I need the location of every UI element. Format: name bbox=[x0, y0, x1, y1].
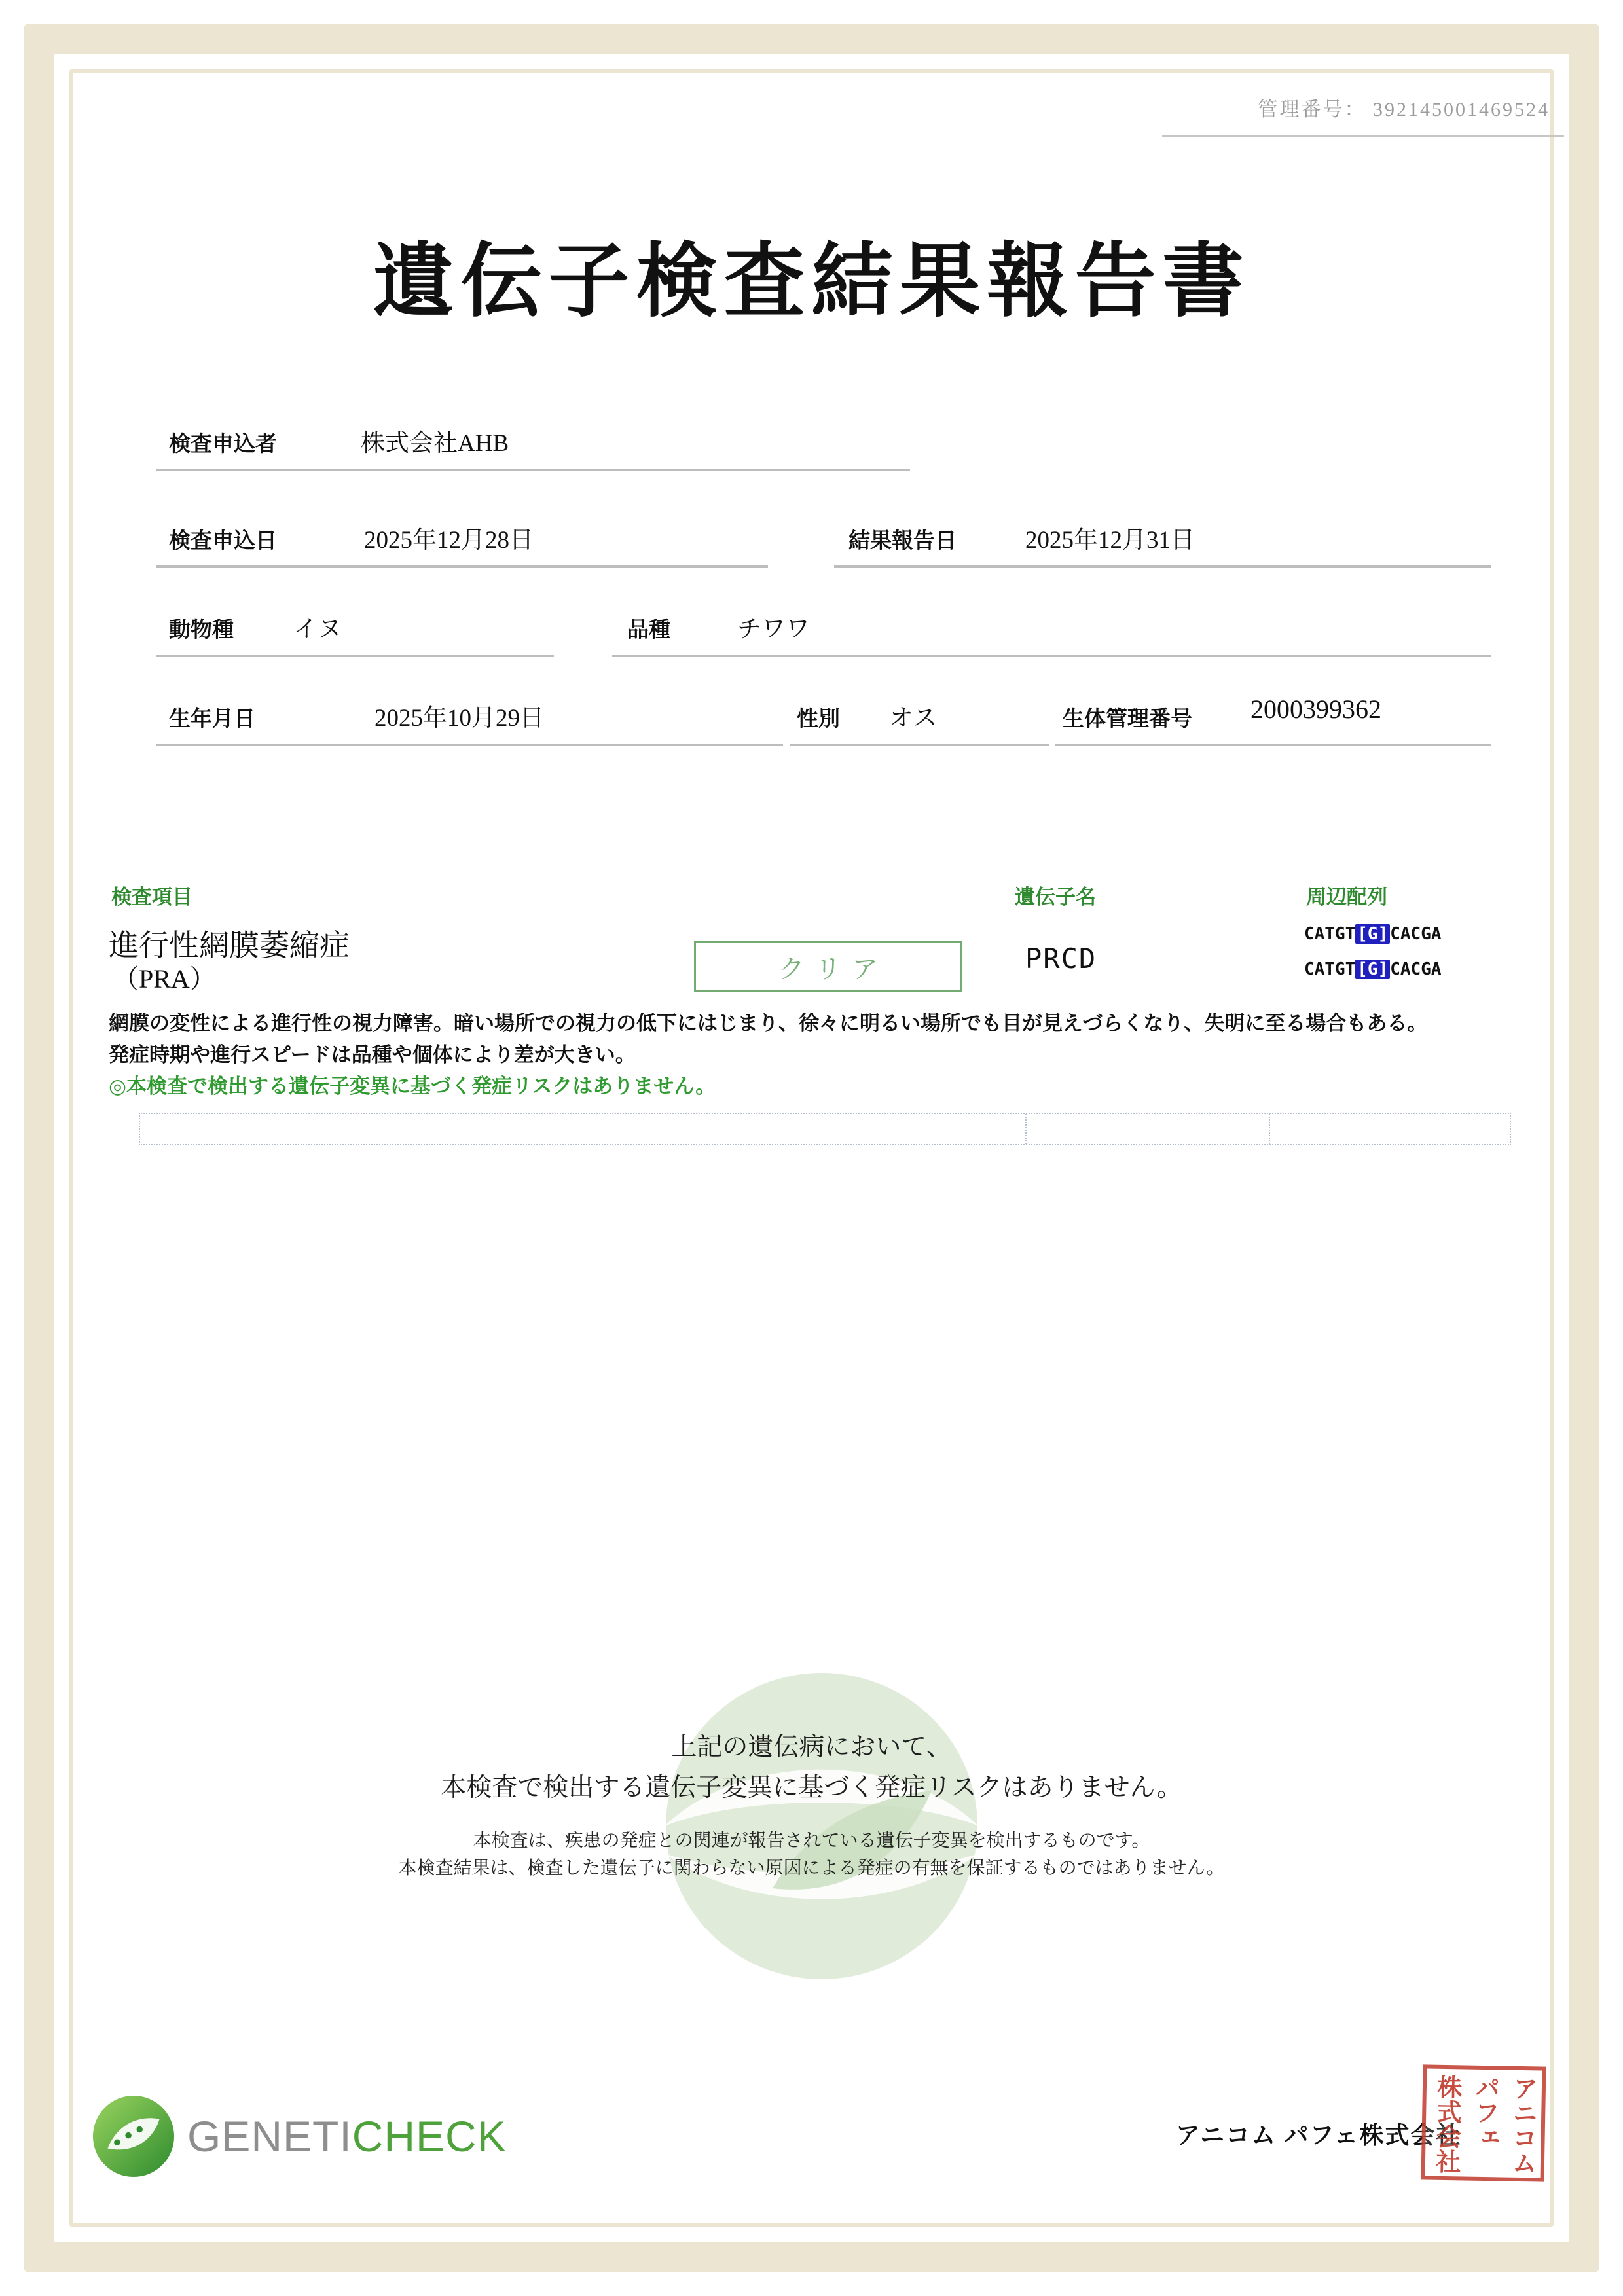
column-divider bbox=[1025, 1114, 1027, 1144]
seal-column: アニコム bbox=[1507, 2075, 1537, 2176]
field-underline bbox=[834, 565, 1491, 568]
management-number-value: 392145001469524 bbox=[1373, 99, 1550, 120]
field-underline bbox=[790, 744, 1049, 746]
animal-id-label: 生体管理番号 bbox=[1063, 708, 1192, 731]
apply-date-label: 検査申込日 bbox=[169, 529, 277, 553]
disease-name: 進行性網膜萎縮症 bbox=[109, 929, 350, 962]
company-seal-stamp bbox=[1421, 2064, 1546, 2181]
sequence-pre: CATGT bbox=[1304, 924, 1356, 944]
logo-text-geneti: GENETI bbox=[187, 2112, 352, 2161]
risk-note: ◎本検査で検出する遺伝子変異に基づく発症リスクはありません。 bbox=[109, 1075, 716, 1098]
empty-result-row bbox=[139, 1113, 1511, 1145]
status-clear-badge: クリア bbox=[694, 941, 962, 992]
description-line-1: 網膜の変性による進行性の視力障害。暗い場所での視力の低下にはじまり、徐々に明るい場所でも目が見えづらくなり、失明に至る場合もある。 bbox=[109, 1012, 1428, 1035]
column-divider bbox=[1269, 1114, 1270, 1144]
geneticheck-logo-text bbox=[187, 2111, 507, 2161]
report-date-value: 2025年12月31日 bbox=[1025, 527, 1195, 554]
animal-id-value: 2000399362 bbox=[1250, 694, 1381, 724]
description-line-2: 発症時期や進行スピードは品種や個体により差が大きい。 bbox=[109, 1043, 636, 1067]
report-date-label: 結果報告日 bbox=[848, 529, 957, 553]
field-underline bbox=[156, 655, 554, 657]
page-title: 遺伝子検査結果報告書 bbox=[373, 237, 1250, 327]
field-underline bbox=[156, 565, 768, 568]
species-value: イヌ bbox=[293, 616, 342, 643]
management-number-label: 管理番号： bbox=[1258, 99, 1366, 120]
sequence-row-2 bbox=[1304, 960, 1442, 979]
gene-name-value: PRCD bbox=[1025, 942, 1097, 975]
field-underline bbox=[612, 655, 1491, 657]
summary-note-2: 本検査結果は、検査した遺伝子に関わらない原因による発症の有無を保証するものではありません。 bbox=[398, 1857, 1225, 1878]
disease-description bbox=[109, 1008, 1536, 1102]
applicant-label: 検査申込者 bbox=[169, 433, 277, 456]
management-number bbox=[1258, 93, 1550, 122]
field-underline bbox=[156, 469, 910, 471]
test-item-header: 検査項目 bbox=[111, 886, 192, 908]
gene-name-header: 遺伝子名 bbox=[1015, 886, 1096, 908]
field-underline bbox=[1055, 744, 1491, 746]
sex-label: 性別 bbox=[797, 708, 840, 731]
summary-line-1: 上記の遺伝病において、 bbox=[671, 1733, 952, 1761]
summary-line-2: 本検査で検出する遺伝子変異に基づく発症リスクはありません。 bbox=[441, 1774, 1182, 1802]
sequence-mutation-site: [G] bbox=[1355, 960, 1390, 979]
sequence-mutation-site: [G] bbox=[1355, 924, 1390, 944]
breed-label: 品種 bbox=[627, 619, 670, 642]
apply-date-value: 2025年12月28日 bbox=[364, 527, 534, 554]
summary-note-1: 本検査は、疾患の発症との関連が報告されている遺伝子変異を検出するものです。 bbox=[473, 1830, 1150, 1850]
species-label: 動物種 bbox=[169, 619, 234, 642]
birth-date-value: 2025年10月29日 bbox=[374, 705, 544, 732]
seal-column: パフェ bbox=[1470, 2074, 1499, 2150]
seal-column: 株式会社 bbox=[1431, 2073, 1461, 2174]
birth-date-label: 生年月日 bbox=[169, 708, 255, 731]
sequence-pre: CATGT bbox=[1304, 960, 1356, 979]
sequence-row-1 bbox=[1304, 924, 1442, 944]
applicant-value: 株式会社AHB bbox=[361, 430, 509, 457]
geneticheck-logo-icon bbox=[90, 2093, 177, 2179]
sex-value: オス bbox=[889, 705, 938, 732]
sequence-header: 周辺配列 bbox=[1306, 886, 1387, 908]
disease-abbreviation: （PRA） bbox=[113, 964, 216, 994]
company-name: アニコム パフェ株式会社 bbox=[1176, 2123, 1462, 2149]
management-number-underline bbox=[1162, 135, 1564, 137]
sequence-post: CACGA bbox=[1390, 924, 1442, 944]
logo-text-check: CHECK bbox=[352, 2112, 507, 2161]
field-underline bbox=[156, 744, 783, 746]
sequence-post: CACGA bbox=[1390, 960, 1442, 979]
breed-value: チワワ bbox=[737, 616, 810, 643]
